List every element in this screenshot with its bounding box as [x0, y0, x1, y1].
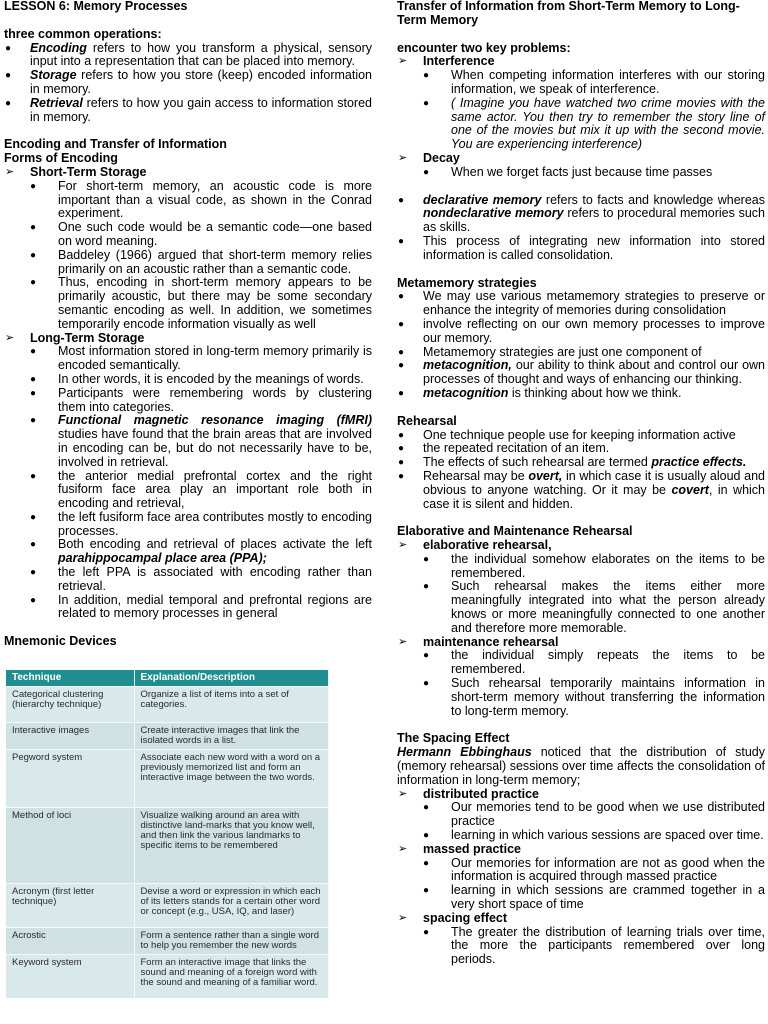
list-item: ● declarative memory refers to facts and knowledge whereas nondeclarative memory refers to procedural memories such as skills. [397, 194, 765, 235]
list-item: ● When competing information interferes with our storing information, we speak of interference. [397, 69, 765, 97]
maint-subheading: ➢ maintenance rehearsal [397, 636, 765, 650]
table-cell: Categorical clustering (hierarchy technique) [6, 687, 134, 723]
mnemonic-table [6, 670, 329, 998]
table-row [6, 884, 328, 928]
list-item: ● When we forget facts just because time passes [397, 166, 765, 180]
table-cell: Method of loci [6, 808, 134, 884]
table-row [6, 955, 328, 999]
list-item: ● the repeated recitation of an item. [397, 442, 765, 456]
list-item: ● the left PPA is associated with encoding rather than retrieval. [4, 566, 372, 594]
list-item: ● metacognition, our ability to think about and control our own processes of thought and ways of enhancing our thinking. [397, 359, 765, 387]
list-item: ● One such code would be a semantic code—one based on word meaning. [4, 221, 372, 249]
table-cell: Devise a word or expression in which each of its letters stands for a certain other word or concept (e.g., USA, IQ, and laser) [134, 884, 328, 928]
table-header-row [6, 670, 328, 687]
table-cell: Form a sentence rather than a single word to help you remember the new words [134, 928, 328, 955]
table-row [6, 687, 328, 723]
encoding-heading: Encoding and Transfer of Information [4, 137, 227, 152]
lts-heading: ➢ Long-Term Storage [4, 332, 372, 346]
distributed-list [397, 801, 765, 842]
table-cell: Organize a list of items into a set of categories. [134, 687, 328, 723]
spacing-heading: The Spacing Effect [397, 731, 510, 746]
spacing-list [397, 926, 765, 967]
forms-heading: Forms of Encoding [4, 151, 118, 166]
list-item: ● Storage refers to how you store (keep) encoded information in memory. [4, 69, 372, 97]
metamemory-heading: Metamemory strategies [397, 275, 537, 290]
left-column [4, 0, 372, 649]
right-column [397, 0, 765, 967]
list-item: ● Functional magnetic resonance imaging (fMRI) studies have found that the brain areas that are involved in encoding can be, but do not necessarily have to be, involved in retrieval. [4, 414, 372, 469]
list-item: ● metacognition is thinking about how we think. [397, 387, 765, 401]
list-item: ● Both encoding and retrieval of places activate the left parahippocampal place area (PPA); [4, 538, 372, 566]
distributed-subheading: ➢ distributed practice [397, 788, 765, 802]
massed-subheading: ➢ massed practice [397, 843, 765, 857]
list-item: ● the left fusiform face area contributes mostly to encoding processes. [4, 511, 372, 539]
table-cell: Form an interactive image that links the sound and meaning of a foreign word with the sound and meaning of a familiar word. [134, 955, 328, 999]
list-item: ● Metamemory strategies are just one component of [397, 346, 765, 360]
list-item: ● Most information stored in long-term memory primarily is encoded semantically. [4, 345, 372, 373]
list-item: ● In other words, it is encoded by the meanings of words. [4, 373, 372, 387]
table-cell: Keyword system [6, 955, 134, 999]
list-item: ● the individual simply repeats the items to be remembered. [397, 649, 765, 677]
list-item: ● learning in which sessions are crammed together in a very short space of time [397, 884, 765, 912]
list-item: ● Our memories for information are not as good when the information is acquired through massed practice [397, 857, 765, 885]
ops-list [4, 42, 372, 125]
list-item: ● Participants were remembering words by clustering them into categories. [4, 387, 372, 415]
memory-types-list [397, 194, 765, 263]
list-item: ● Rehearsal may be overt, in which case it is usually aloud and obvious to anyone watching. Or it may be covert, in which case it is silent and hidden. [397, 470, 765, 511]
table-cell: Pegword system [6, 750, 134, 808]
table-cell: Associate each new word with a word on a previously memorized list and form an interactive image between the two words. [134, 750, 328, 808]
lesson-title: LESSON 6: Memory Processes [4, 0, 188, 13]
interference-list [397, 69, 765, 152]
massed-list [397, 857, 765, 912]
metamemory-list [397, 290, 765, 400]
list-item: ● The effects of such rehearsal are termed practice effects. [397, 456, 765, 470]
interference-heading: ➢ Interference [397, 55, 765, 69]
lts-list [4, 345, 372, 621]
rehearsal-list [397, 429, 765, 512]
list-item: ● Such rehearsal makes the items either more meaningfully integrated into what the person already knows or more meaningfully connected to one another and therefore more memorable. [397, 580, 765, 635]
list-item: ● Our memories tend to be good when we use distributed practice [397, 801, 765, 829]
elab-heading: Elaborative and Maintenance Rehearsal [397, 524, 633, 539]
ops-heading: three common operations: [4, 26, 162, 41]
list-item: ● This process of integrating new information into stored information is called consolidation. [397, 235, 765, 263]
table-row [6, 928, 328, 955]
list-item: ● In addition, medial temporal and prefrontal regions are related to memory processes in general [4, 594, 372, 622]
list-item: ● Retrieval refers to how you gain access to information stored in memory. [4, 97, 372, 125]
table-cell: Acrostic [6, 928, 134, 955]
list-item: ● involve reflecting on our own memory processes to improve our memory. [397, 318, 765, 346]
list-item: ● Such rehearsal temporarily maintains information in short-term memory without transferring the information to long-term memory. [397, 677, 765, 718]
list-item: ● The greater the distribution of learning trials over time, the more the participants remembered over long periods. [397, 926, 765, 967]
list-item: ● Thus, encoding in short-term memory appears to be primarily acoustic, but there may be some secondary semantic encoding as well. In addition, we sometimes temporarily encode information visually as well [4, 276, 372, 331]
elab-list [397, 553, 765, 636]
decay-heading: ➢ Decay [397, 152, 765, 166]
list-item: ● the individual somehow elaborates on the items to be remembered. [397, 553, 765, 581]
table-cell: Acronym (first letter technique) [6, 884, 134, 928]
list-item: ● Baddeley (1966) argued that short-term memory relies primarily on an acoustic rather than a semantic code. [4, 249, 372, 277]
list-item: ● learning in which various sessions are spaced over time. [397, 829, 765, 843]
sts-list [4, 180, 372, 332]
decay-list [397, 166, 765, 180]
problems-heading: encounter two key problems: [397, 40, 571, 55]
table-row [6, 750, 328, 808]
list-item: ● One technique people use for keeping information active [397, 429, 765, 443]
ebbinghaus-paragraph: Hermann Ebbinghaus noticed that the distribution of study (memory rehearsal) sessions over time affects the consolidation of information in long-term memory; [397, 745, 766, 787]
table-row [6, 808, 328, 884]
table-header: Explanation/Description [134, 670, 328, 687]
transfer-heading: Transfer of Information from Short-Term Memory to Long-Term Memory [397, 0, 740, 27]
sts-heading: ➢ Short-Term Storage [4, 166, 372, 180]
rehearsal-heading: Rehearsal [397, 413, 457, 428]
table-cell: Interactive images [6, 723, 134, 750]
table-cell: Visualize walking around an area with distinctive land-marks that you know well, and then link the various landmarks to specific items to be remembered [134, 808, 328, 884]
maint-list [397, 649, 765, 718]
list-item: ● For short-term memory, an acoustic code is more important than a visual code, as shown in the Conrad experiment. [4, 180, 372, 221]
table-header: Technique [6, 670, 134, 687]
table-row [6, 723, 328, 750]
mnemonic-heading: Mnemonic Devices [4, 634, 117, 649]
list-item: ● We may use various metamemory strategies to preserve or enhance the integrity of memories during consolidation [397, 290, 765, 318]
list-item: ● the anterior medial prefrontal cortex and the right fusiform face area play an important role both in encoding and retrieval, [4, 470, 372, 511]
spacing-subheading: ➢ spacing effect [397, 912, 765, 926]
list-item: ● Encoding refers to how you transform a physical, sensory input into a representation that can be placed into memory. [4, 42, 372, 70]
list-item: ● ( Imagine you have watched two crime movies with the same actor. You then try to remember the story line of one of the movies but mix it up with the second movie. You are experiencing interference) [397, 97, 765, 152]
table-cell: Create interactive images that link the isolated words in a list. [134, 723, 328, 750]
elab-subheading: ➢ elaborative rehearsal, [397, 539, 765, 553]
